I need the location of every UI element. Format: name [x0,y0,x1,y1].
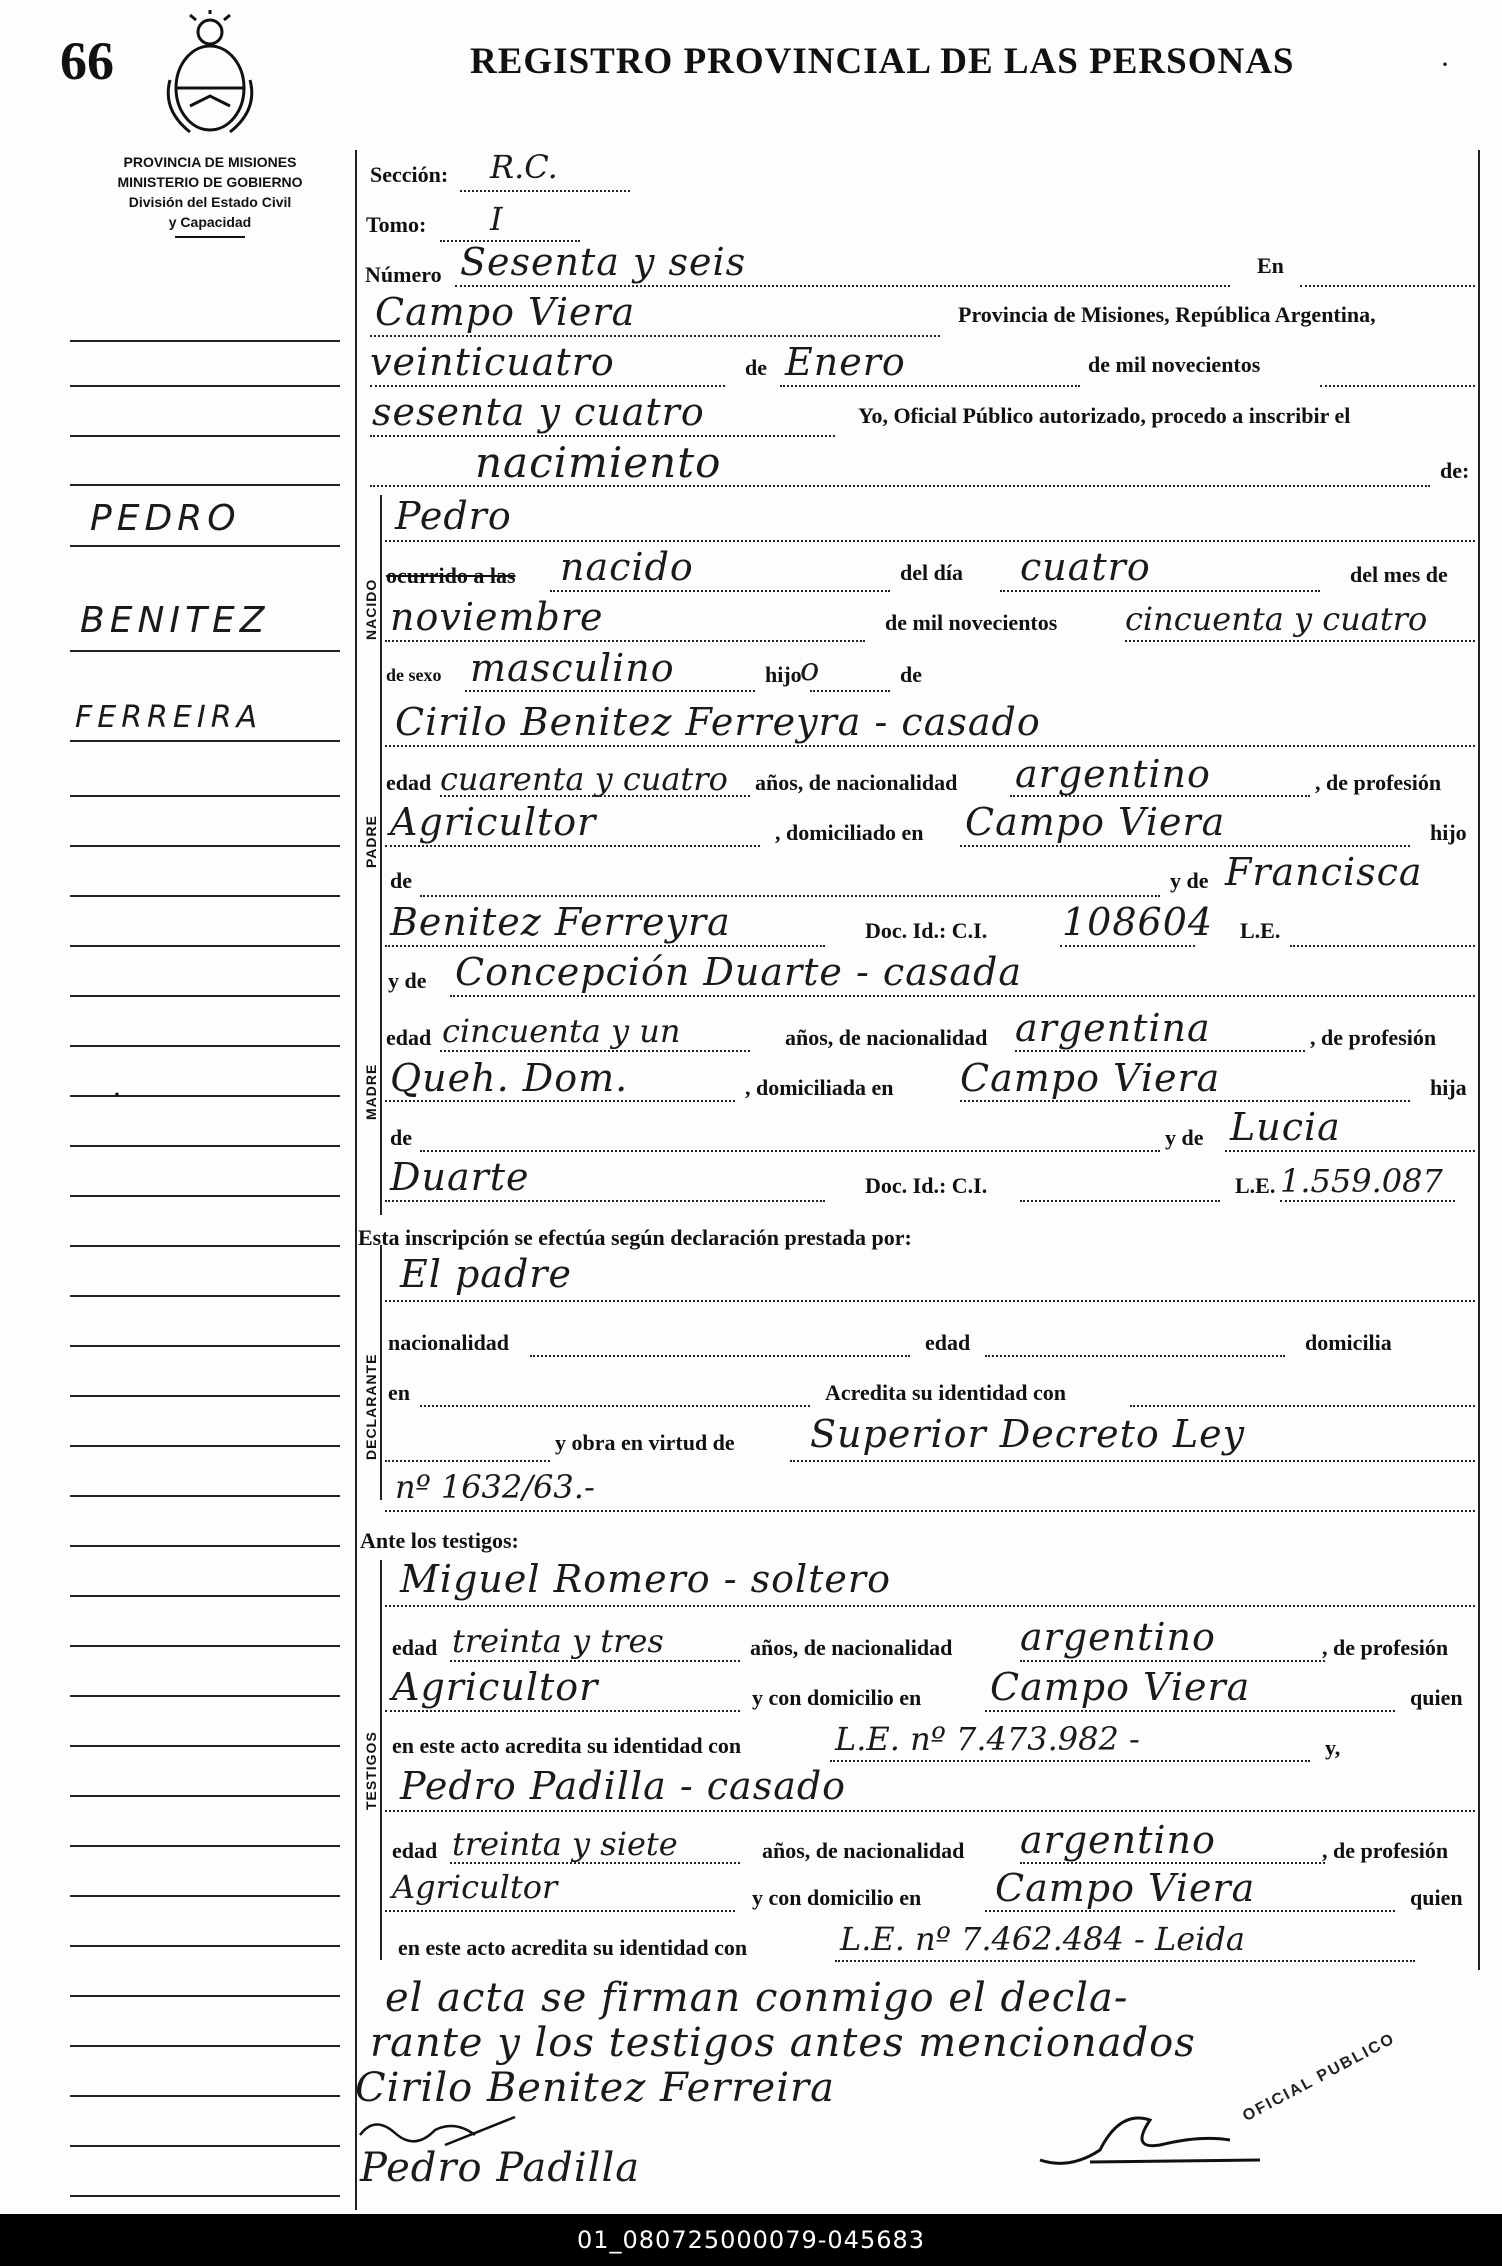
section-label-nacido: NACIDO [363,578,379,640]
office-line: PROVINCIA DE MISIONES [123,154,297,170]
testigo2-nacionalidad-value: argentino [1020,1818,1216,1862]
testigo1-name: Miguel Romero - soltero [400,1557,891,1601]
padre-nac-label: años, de nacionalidad [755,770,958,795]
madre-nacionalidad-value: argentina [1015,1006,1211,1050]
madre-edad-value: cincuenta y un [442,1012,681,1050]
closing-line-1: el acta se firman conmigo el decla- [385,1975,1129,2021]
document-id-footer: 01_080725000079-045683 [0,2214,1502,2266]
testigo2-domicilio-value: Campo Viera [995,1866,1256,1910]
padre-name: Cirilo Benitez Ferreyra - casado [395,700,1041,744]
page-number: 66 [60,31,114,91]
padre-profesion-value: Agricultor [390,800,597,844]
sexo-label: de sexo [386,665,442,685]
declarante-decree-num: nº 1632/63.- [395,1468,595,1506]
testigo1-domicilio-value: Campo Viera [990,1665,1251,1709]
testigo2-name: Pedro Padilla - casado [400,1764,847,1808]
mes-value: noviembre [390,595,604,639]
padre-parent-value: Francisca [1225,850,1423,894]
numero-value: Sesenta y seis [460,240,747,284]
nacido-mil-text: de mil novecientos [885,610,1058,635]
testigo2-edad-value: treinta y siete [452,1825,678,1863]
madre-prof-label: , de profesión [1310,1025,1437,1050]
testigo2-acredita-label: en este acto acredita su identidad con [398,1935,748,1960]
nacido-name: Pedro [395,494,512,538]
testigo1-id-value: L.E. nº 7.473.982 - [835,1720,1140,1758]
year-value: sesenta y cuatro [372,390,705,434]
declarante-nac-label: nacionalidad [388,1330,510,1355]
margin-first-name: PEDRO [90,498,241,539]
madre-domicilio-value: Campo Viera [960,1056,1221,1100]
madre-hija-label: hija [1430,1075,1467,1100]
madre-profesion-value: Queh. Dom. [390,1056,629,1100]
testigo1-dom-label: y con domicilio en [752,1685,922,1710]
section-label-madre: MADRE [363,1063,379,1120]
seccion-label: Sección: [370,162,449,187]
declarante-en-label: en [388,1380,410,1405]
declarante-dom-label: domicilia [1305,1330,1392,1355]
testigo2-profesion-value: Agricultor [392,1868,558,1906]
margin-surname-2: FERREIRA [75,700,263,735]
madre-dom-label: , domiciliada en [745,1075,894,1100]
del-dia-label: del día [900,560,963,585]
seccion-value: R.C. [490,148,558,186]
coat-of-arms-icon [160,10,260,140]
del-mes-label: del mes de [1350,562,1448,587]
tomo-label: Tomo: [366,212,427,237]
de-colon-label: de: [1440,458,1470,483]
testigo2-id-value: L.E. nº 7.462.484 - Leida [840,1920,1245,1958]
padre-doc-value: 108604 [1062,900,1214,944]
testigo1-y-label: y, [1325,1735,1341,1760]
declarante-obra-label: y obra en virtud de [555,1430,735,1455]
madre-y-de-label: y de [388,968,427,993]
madre-nac-label: años, de nacionalidad [785,1025,988,1050]
padre-le-label: L.E. [1240,918,1281,943]
padre-y-de-label: y de [1170,868,1209,893]
testigo1-quien-label: quien [1410,1685,1463,1710]
padre-prof-label: , de profesión [1315,770,1442,795]
testigo2-quien-label: quien [1410,1885,1463,1910]
tomo-value: I [490,200,503,238]
section-label-declarante: DECLARANTE [363,1353,379,1460]
signature-oficial [1030,2090,1270,2180]
padre-nacionalidad-value: argentino [1015,752,1211,796]
testigo1-prof-label: , de profesión [1322,1635,1449,1660]
closing-line-2: rante y los testigos antes mencionados [370,2020,1196,2066]
madre-parent-line2: Duarte [390,1155,530,1199]
oficial-text: Yo, Oficial Público autorizado, procedo a inscribir el [858,403,1351,428]
testigo1-nac-label: años, de nacionalidad [750,1635,953,1660]
office-underline [175,236,245,238]
madre-name: Concepción Duarte - casada [455,950,1022,994]
testigo1-edad-label: edad [392,1635,438,1660]
nacido-de-label: de [900,662,922,687]
numero-label: Número [365,262,442,287]
mil-text: de mil novecientos [1088,352,1261,377]
madre-le-value: 1.559.087 [1280,1162,1443,1200]
madre-le-label: L.E. [1235,1173,1276,1198]
padre-domicilio-value: Campo Viera [965,800,1226,844]
page-title: REGISTRO PROVINCIAL DE LAS PERSONAS [470,41,1295,82]
status-value: nacido [560,545,694,589]
month-value: Enero [785,340,906,384]
declarante-edad-label: edad [925,1330,971,1355]
padre-edad-label: edad [386,770,432,795]
padre-edad-value: cuarenta y cuatro [440,760,728,798]
day-value: veinticuatro [370,340,615,384]
place-value: Campo Viera [375,290,636,334]
issuing-office [70,152,350,238]
hijo-value: o [800,650,820,688]
madre-edad-label: edad [386,1025,432,1050]
signature-testigo-2: Pedro Padilla [360,2145,641,2191]
testigo1-profesion-value: Agricultor [392,1665,599,1709]
madre-doc-label: Doc. Id.: C.I. [865,1173,988,1198]
testigo1-nacionalidad-value: argentino [1020,1615,1216,1659]
declarante-by: El padre [400,1252,572,1296]
padre-hijo-label: hijo [1430,820,1467,845]
hijo-label: hijo [765,662,802,687]
testigo2-prof-label: , de profesión [1322,1838,1449,1863]
sexo-value: masculino [470,646,675,690]
declarante-intro: Esta inscripción se efectúa según declaración prestada por: [358,1225,912,1250]
madre-parent-value: Lucia [1230,1105,1341,1149]
section-label-testigos: TESTIGOS [363,1731,379,1810]
official-stamp: OFICIAL PUBLICO [1240,2030,1399,2126]
madre-de-label: de [390,1125,412,1150]
signature-declarante: Cirilo Benitez Ferreira [355,2065,835,2111]
office-line: MINISTERIO DE GOBIERNO [117,174,303,190]
birth-record-page: 66 REGISTRO PROVINCIAL DE LAS PERSONAS · PROVINCIA DE MISIONES MINISTERIO DE GOBIERNO División del Estado Civil y Capacidad PEDRO BENITEZ FERREIRA · Sección: R.C. Tomo: I Número Sesenta y seis En Campo Viera Provincia de Misiones, República Argentina, veinticuatro de Enero de mil novecientos sesenta y cuatro Yo, Oficial Público autorizado, procedo a inscribir el nacimiento de: NACIDO Pedro ocurrido a las nacido del día cuatro del mes de noviembre de mil novecientos cincuenta y cuatro de sexo masculino hijo o de PADRE Cirilo Benitez Ferreyra - casado edad cuarenta y cuatro años, de nacionalidad argentino , de profesión Agricultor , domiciliado en Campo Viera hijo de y de Francisca Benitez Ferreyra Doc. Id.: C.I. 108604 L.E. MADRE y de Concepción Duarte - casada edad cincuenta y un años, de nacionalidad argentina , de profesión Queh. Dom. , domiciliada en Campo Viera hija de y de Lucia Duarte Doc. Id.: C.I. L.E. 1.559.087 Esta inscripción se efectúa según declaración prestada por: DECLARANTE El padre nacionalidad edad domicilia en Acredita su identidad con y obra en virtud de Superior Decreto Ley nº 1632/63.- Ante los testigos: TESTIGOS Miguel Romero - soltero edad treinta y tres años, de nacionalidad argentino , de profesión Agricultor y con domicilio en Campo Viera quien en este acto acredita su identidad con L.E. nº 7.473.982 - y, Pedro Padilla - casado edad treinta y siete años, de nacionalidad argentino , de profesión Agricultor y con domicilio en Campo Viera quien en este acto acredita su identidad con L.E. nº 7.462.484 - Leida el acta se firman conmigo el decla- rante y los testigos antes mencionados Cirilo Benitez Ferreira Pedro Padilla OFICIAL PUBLICO [0,0,1502,2214]
anio-value: cincuenta y cuatro [1125,600,1428,638]
act-value: nacimiento [475,438,722,487]
testigo1-acredita-label: en este acto acredita su identidad con [392,1733,742,1758]
padre-dom-label: , domiciliado en [775,820,924,845]
dia-value: cuatro [1020,545,1151,589]
office-line: División del Estado Civil [128,194,292,210]
declarante-acredita-label: Acredita su identidad con [825,1380,1067,1405]
en-label: En [1257,253,1284,278]
padre-doc-label: Doc. Id.: C.I. [865,918,988,943]
section-label-padre: PADRE [363,815,379,868]
de-label: de [745,355,767,380]
province-text: Provincia de Misiones, República Argentina, [958,302,1376,327]
ocurrido-label: ocurrido a las [386,563,516,588]
declarante-decree: Superior Decreto Ley [810,1412,1246,1456]
testigo2-dom-label: y con domicilio en [752,1885,922,1910]
office-line: y Capacidad [168,214,252,230]
padre-de-label: de [390,868,412,893]
testigo1-edad-value: treinta y tres [452,1622,664,1660]
testigo2-nac-label: años, de nacionalidad [762,1838,965,1863]
testigos-intro: Ante los testigos: [360,1528,519,1553]
madre-y-de-label-2: y de [1165,1125,1204,1150]
testigo2-edad-label: edad [392,1838,438,1863]
padre-parent-line2: Benitez Ferreyra [390,900,731,944]
margin-surname-1: BENITEZ [80,600,270,641]
